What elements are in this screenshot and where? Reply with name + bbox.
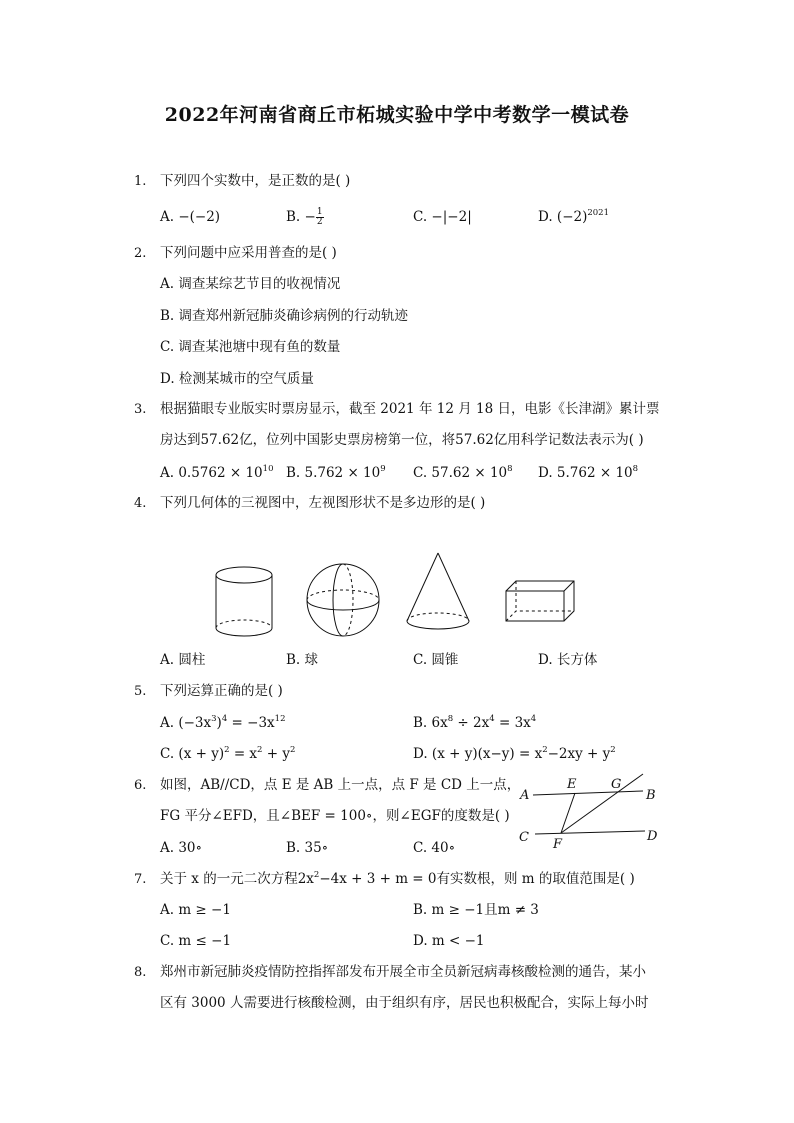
option-b: B. 调查郑州新冠肺炎确诊病例的行动轨迹	[160, 308, 409, 324]
label-e: E	[567, 777, 577, 792]
segment-fe	[561, 793, 575, 833]
fraction: $\frac{1}{2}$	[316, 207, 323, 227]
line-ab	[533, 791, 643, 795]
question-stem-line: FG 平分∠EFD，且∠BEF = 100∘，则∠EGF的度数是( )	[160, 808, 510, 824]
parallel-lines-figure	[515, 772, 665, 857]
label-b: B	[646, 788, 656, 803]
question-stem-line: 区有 3000 人需要进行核酸检测，由于组织有序，居民也积极配合，实际上每小时	[160, 995, 649, 1011]
option-c: C. 40∘	[413, 840, 456, 856]
label-c: C	[519, 830, 529, 845]
option-d: D. m < −1	[413, 933, 485, 949]
option-a: A. $0.5762 \times 10^{10}$	[160, 464, 274, 481]
option-b: B. − $\frac{1}{2}$	[286, 207, 323, 227]
cuboid-drawing	[506, 581, 574, 621]
option-c: C. m ≤ −1	[160, 933, 232, 949]
option-c: C. −|−2|	[413, 209, 472, 225]
label-d: D	[647, 829, 658, 844]
question-number: 4.	[134, 496, 147, 511]
label-f: F	[553, 837, 563, 852]
option-b: B. 35∘	[286, 840, 329, 856]
option-d: D. $5.762 \times 10^8$	[538, 464, 639, 481]
question-stem-line: 如图，AB//CD，点 E 是 AB 上一点，点 F 是 CD 上一点，	[160, 777, 521, 793]
question-number: 7.	[134, 872, 147, 887]
label-a: A	[520, 788, 530, 803]
option-b: B. 球	[286, 652, 319, 668]
option-b: B. $5.762 \times 10^9$	[286, 464, 386, 481]
question-number: 6.	[134, 778, 147, 793]
option-a: A. 30∘	[160, 840, 203, 856]
option-c: C. 调查某池塘中现有鱼的数量	[160, 339, 341, 355]
exam-title: 2022年河南省商丘市柘城实验中学中考数学一模试卷	[164, 104, 630, 126]
question-stem-line: 房达到57.62亿，位列中国影史票房榜第一位，将57.62亿用科学记数法表示为( )	[160, 432, 644, 448]
question-stem-line: 根据猫眼专业版实时票房显示，截至 2021 年 12 月 18 日，电影《长津湖》累计票	[160, 401, 660, 417]
option-d: D. 长方体	[538, 652, 598, 668]
option-c: C. $57.62 \times 10^8$	[413, 464, 513, 481]
question-number: 5.	[134, 684, 147, 699]
option-a: A. −(−2)	[160, 209, 221, 225]
question-stem: 下列问题中应采用普查的是( )	[160, 245, 337, 261]
question-number: 3.	[134, 402, 147, 417]
option-b: B. m ≥ −1且m ≠ 3	[413, 902, 539, 918]
option-a: A. $(-3x^3)^4 = -3x^{12}$	[160, 714, 286, 731]
option-d: D. $(x + y)(x-y) = x^2-2xy + y^2$	[413, 745, 616, 762]
option-b: B. $6x^8 \div 2x^4 = 3x^4$	[413, 714, 537, 731]
label-g: G	[611, 777, 622, 792]
cylinder-drawing	[216, 567, 272, 636]
question-number: 8.	[134, 965, 147, 980]
option-a: A. 圆柱	[160, 652, 206, 668]
question-stem-line: 郑州市新冠肺炎疫情防控指挥部发布开展全市全员新冠病毒核酸检测的通告，某小	[160, 964, 646, 980]
option-d: D. 检测某城市的空气质量	[160, 371, 314, 387]
question-number: 2.	[134, 246, 147, 261]
sphere-drawing	[307, 564, 379, 636]
question-stem: 下列几何体的三视图中，左视图形状不是多边形的是( )	[160, 495, 486, 511]
option-d: D. $(-2)^{2021}$	[538, 208, 609, 225]
line-cd	[535, 831, 645, 834]
option-c: C. 圆锥	[413, 652, 459, 668]
solids-figure	[200, 545, 620, 645]
cone-drawing	[407, 553, 469, 629]
option-a: A. m ≥ −1	[160, 902, 231, 918]
question-stem: 下列运算正确的是( )	[160, 683, 283, 699]
question-stem: 下列四个实数中，是正数的是( )	[160, 173, 351, 189]
option-a: A. 调查某综艺节目的收视情况	[160, 276, 341, 292]
option-c: C. $(x + y)^2 = x^2 + y^2$	[160, 745, 296, 762]
question-stem: 关于 x 的一元二次方程$2x^2-4x + 3 + m = 0$有实数根，则 m 的取值范围是( )	[160, 870, 635, 887]
question-number: 1.	[134, 174, 147, 189]
